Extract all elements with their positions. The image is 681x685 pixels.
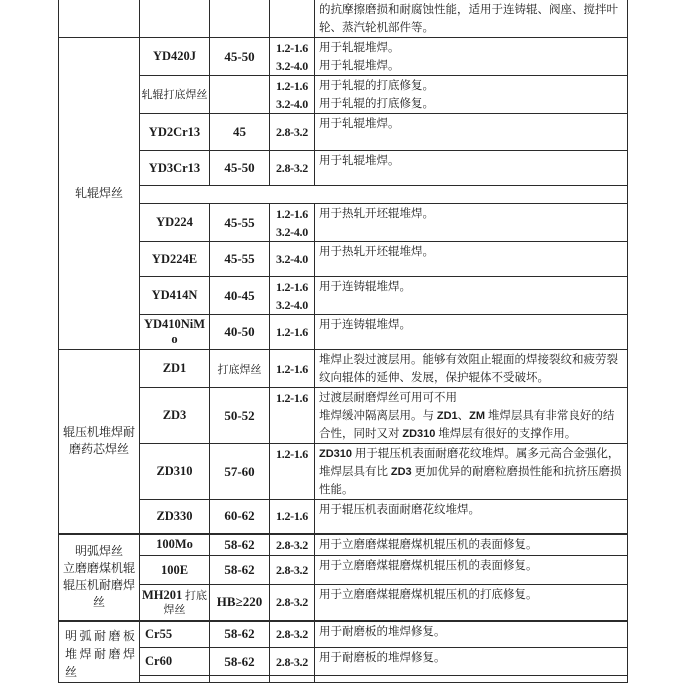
description-text: 用于立磨磨煤辊磨煤机辊压机的表面修复。 xyxy=(319,538,538,551)
diameter-cell xyxy=(270,204,315,242)
hardness-text: 45-55 xyxy=(224,214,255,230)
description-cell xyxy=(315,534,628,556)
description-cell xyxy=(315,0,628,38)
hardness-text: 45 xyxy=(233,124,246,139)
category-line: 辊压机耐磨焊 xyxy=(62,578,135,592)
model-text: ZD330 xyxy=(156,508,193,523)
table-row xyxy=(59,585,628,621)
hardness-cell xyxy=(210,204,270,242)
hardness-text: 50-52 xyxy=(224,407,255,423)
hardness-cell xyxy=(210,277,270,315)
table-row xyxy=(59,676,628,683)
category-line: 明弧耐磨板 xyxy=(65,628,138,643)
hardness-cell xyxy=(210,76,270,114)
table-row xyxy=(59,388,628,444)
description-text: 用于热轧开坯辊堆焊。 xyxy=(319,208,434,220)
description-cell xyxy=(315,114,628,151)
model-cell xyxy=(140,676,210,683)
description-line: 过渡层耐磨焊丝可用可不用 xyxy=(319,392,457,404)
diameter-cell xyxy=(270,388,315,444)
model-text: 轧辊打底焊丝 xyxy=(141,88,208,101)
model-cell xyxy=(140,242,210,277)
description-cell xyxy=(315,648,628,676)
diameter-value: 2.8-3.2 xyxy=(276,161,308,175)
diameter-cell xyxy=(270,556,315,585)
empty-merged-cell xyxy=(140,186,628,204)
description-text: 用于耐磨板的堆焊修复。 xyxy=(319,652,446,664)
description-text: 用于连铸辊堆焊。 xyxy=(319,281,411,293)
description-text: 的抗摩擦磨损和耐腐蚀性能，适用于连铸辊、阀座、搅拌叶轮、蒸汽轮机部件等。 xyxy=(319,4,618,34)
diameter-value: 1.2-1.6 xyxy=(276,509,308,524)
diameter-cell xyxy=(270,76,315,114)
description-cell xyxy=(315,315,628,350)
diameter-cell xyxy=(270,38,315,76)
model-cell xyxy=(140,534,210,556)
diameter-cell xyxy=(270,500,315,534)
diameter-value: 2.8-3.2 xyxy=(276,595,308,610)
diameter-value: 2.8-3.2 xyxy=(276,654,308,669)
model-cell xyxy=(140,500,210,534)
hardness-text: 58-62 xyxy=(224,626,255,642)
table-row xyxy=(59,621,628,648)
description-line: 堆焊缓冲隔离层用。与 ZD1、ZM 堆焊层具有非常良好的结合性，同时又对 ZD310 堆焊层有很好的支撑作用。 xyxy=(319,410,615,440)
category-line: 丝 xyxy=(65,664,80,679)
model-cell xyxy=(140,277,210,315)
description-cell xyxy=(315,676,628,683)
hardness-text: 58-62 xyxy=(224,562,255,577)
model-cell xyxy=(140,315,210,350)
table-row xyxy=(59,76,628,114)
description-line: 用于轧辊的打底修复。 xyxy=(319,80,434,92)
model-cell xyxy=(140,76,210,114)
category-line: 堆焊耐磨焊 xyxy=(65,646,138,661)
diameter-value: 1.2-1.6 xyxy=(276,207,308,221)
diameter-value: 3.2-4.0 xyxy=(276,298,308,312)
diameter-cell xyxy=(270,0,315,38)
table-row xyxy=(59,444,628,500)
diameter-value: 3.2-4.0 xyxy=(276,59,308,73)
table-row xyxy=(59,648,628,676)
hardness-cell xyxy=(210,114,270,151)
description-cell xyxy=(315,444,628,500)
model-cell xyxy=(140,114,210,151)
hardness-text: 58-62 xyxy=(224,536,255,552)
table-row xyxy=(59,277,628,315)
model-text: ZD1 xyxy=(162,361,187,375)
description-cell xyxy=(315,388,628,444)
model-text: YD2Cr13 xyxy=(148,124,201,139)
diameter-cell xyxy=(270,534,315,556)
category-cell xyxy=(59,350,140,534)
diameter-value: 1.2-1.6 xyxy=(276,325,308,339)
description-cell xyxy=(315,556,628,585)
diameter-cell xyxy=(270,315,315,350)
category-cell xyxy=(59,621,140,683)
description-line: 用于轧辊的打底修复。 xyxy=(319,98,434,110)
hardness-cell xyxy=(210,315,270,350)
diameter-cell xyxy=(270,676,315,683)
category-line: 丝 xyxy=(92,595,105,609)
model-text: ZD310 xyxy=(156,464,193,478)
model-cell xyxy=(140,151,210,186)
model-cell xyxy=(140,388,210,444)
model-cell xyxy=(140,444,210,500)
hardness-cell xyxy=(210,388,270,444)
description-text: 用于连铸辊堆焊。 xyxy=(319,319,411,331)
model-text: MH201 打底焊丝 xyxy=(141,587,208,616)
hardness-text: 45-55 xyxy=(224,251,255,266)
hardness-text: 45-50 xyxy=(224,48,255,64)
hardness-text: 40-45 xyxy=(224,287,255,303)
diameter-value: 3.2-4.0 xyxy=(276,252,308,266)
table-row xyxy=(59,186,628,204)
diameter-value: 1.2-1.6 xyxy=(276,391,308,405)
hardness-cell xyxy=(210,350,270,388)
hardness-text: 打底焊丝 xyxy=(217,363,262,376)
hardness-cell xyxy=(210,500,270,534)
description-cell xyxy=(315,621,628,648)
hardness-text: 57-60 xyxy=(224,463,255,479)
table-row xyxy=(59,38,628,76)
description-cell xyxy=(315,277,628,315)
hardness-cell xyxy=(210,676,270,683)
diameter-cell xyxy=(270,114,315,151)
diameter-value: 1.2-1.6 xyxy=(276,447,308,461)
hardness-cell xyxy=(210,151,270,186)
diameter-value: 1.2-1.6 xyxy=(276,79,308,93)
description-text: ZD310 用于辊压机表面耐磨花纹堆焊。属多元高合金强化，堆焊层具有比 ZD3 更加优异的耐磨粒磨损性能和抗挤压磨损性能。 xyxy=(319,448,622,496)
description-cell xyxy=(315,585,628,621)
hardness-text: 45-50 xyxy=(224,160,255,175)
table-row xyxy=(59,534,628,556)
model-text: YD224 xyxy=(156,215,193,229)
hardness-text: 40-50 xyxy=(224,324,255,339)
description-cell xyxy=(315,500,628,534)
hardness-cell xyxy=(210,444,270,500)
description-line: 用于轧辊堆焊。 xyxy=(319,42,400,54)
description-text: 用于轧辊堆焊。 xyxy=(319,155,400,167)
model-cell xyxy=(140,204,210,242)
diameter-value: 1.2-1.6 xyxy=(276,41,308,55)
description-line: 用于轧辊堆焊。 xyxy=(319,60,400,72)
table-row xyxy=(59,0,628,38)
model-cell xyxy=(140,0,210,38)
diameter-cell xyxy=(270,242,315,277)
diameter-cell xyxy=(270,444,315,500)
diameter-value: 2.8-3.2 xyxy=(276,627,308,642)
diameter-cell xyxy=(270,621,315,648)
model-text: 100Mo xyxy=(156,537,193,552)
model-cell xyxy=(140,585,210,621)
diameter-cell xyxy=(270,648,315,676)
description-cell xyxy=(315,151,628,186)
diameter-value: 1.2-1.6 xyxy=(276,280,308,294)
model-cell xyxy=(140,621,210,648)
table-row xyxy=(59,315,628,350)
hardness-cell xyxy=(210,621,270,648)
diameter-cell xyxy=(270,277,315,315)
model-text: YD224E xyxy=(151,251,198,266)
category-line: 立磨磨煤机辊 xyxy=(62,561,135,575)
diameter-value: 2.8-3.2 xyxy=(276,537,308,552)
model-text: Cr60 xyxy=(145,654,173,668)
welding-wire-spec-table xyxy=(58,0,628,683)
table-row xyxy=(59,350,628,388)
table-row xyxy=(59,151,628,186)
category-line: 明弧焊丝 xyxy=(74,544,123,558)
category-cell xyxy=(59,534,140,621)
model-cell xyxy=(140,350,210,388)
table-row xyxy=(59,242,628,277)
hardness-cell xyxy=(210,648,270,676)
hardness-cell xyxy=(210,534,270,556)
model-text: YD3Cr13 xyxy=(148,160,201,175)
model-text: 100E xyxy=(160,562,189,577)
hardness-cell xyxy=(210,556,270,585)
diameter-value: 3.2-4.0 xyxy=(276,97,308,111)
description-text: 用于立磨磨煤辊磨煤机辊压机的表面修复。 xyxy=(319,560,538,572)
hardness-cell xyxy=(210,38,270,76)
model-text: ZD3 xyxy=(162,408,187,422)
diameter-value: 2.8-3.2 xyxy=(276,125,308,139)
category-cell xyxy=(59,0,140,38)
hardness-cell xyxy=(210,242,270,277)
description-cell xyxy=(315,350,628,388)
model-text: YD420J xyxy=(152,49,197,63)
diameter-cell xyxy=(270,585,315,621)
table-row xyxy=(59,500,628,534)
diameter-value: 1.2-1.6 xyxy=(276,361,308,376)
table-row xyxy=(59,114,628,151)
diameter-cell xyxy=(270,151,315,186)
hardness-text: 60-62 xyxy=(224,508,255,524)
model-cell xyxy=(140,556,210,585)
description-cell xyxy=(315,38,628,76)
description-cell xyxy=(315,204,628,242)
model-cell xyxy=(140,648,210,676)
description-text: 用于轧辊堆焊。 xyxy=(319,118,400,130)
category-line: 轧辊焊丝 xyxy=(74,186,123,200)
hardness-text: HB≥220 xyxy=(216,594,263,610)
description-text: 用于立磨磨煤辊磨煤机辊压机的打底修复。 xyxy=(319,589,538,601)
category-line: 辊压机堆焊耐 xyxy=(62,425,135,440)
hardness-cell xyxy=(210,0,270,38)
model-text: Cr55 xyxy=(145,626,173,641)
description-cell xyxy=(315,242,628,277)
hardness-text: 58-62 xyxy=(224,653,255,669)
diameter-value: 3.2-4.0 xyxy=(276,225,308,239)
description-cell xyxy=(315,76,628,114)
description-text: 用于辊压机表面耐磨花纹堆焊。 xyxy=(319,504,480,516)
description-text: 用于热轧开坯辊堆焊。 xyxy=(319,246,434,258)
model-text: YD414N xyxy=(151,288,198,302)
model-cell xyxy=(140,38,210,76)
diameter-cell xyxy=(270,350,315,388)
diameter-value: 2.8-3.2 xyxy=(276,563,308,577)
model-text: YD410NiMo xyxy=(143,317,206,346)
description-text: 用于耐磨板的堆焊修复。 xyxy=(319,625,446,638)
description-text: 堆焊止裂过渡层用。能够有效阻止辊面的焊接裂纹和疲劳裂纹向辊体的延伸、发展，保护辊体不受破坏。 xyxy=(319,354,618,384)
table-row xyxy=(59,204,628,242)
category-line: 磨药芯焊丝 xyxy=(68,442,129,457)
table-row xyxy=(59,556,628,585)
category-cell xyxy=(59,38,140,350)
hardness-cell xyxy=(210,585,270,621)
